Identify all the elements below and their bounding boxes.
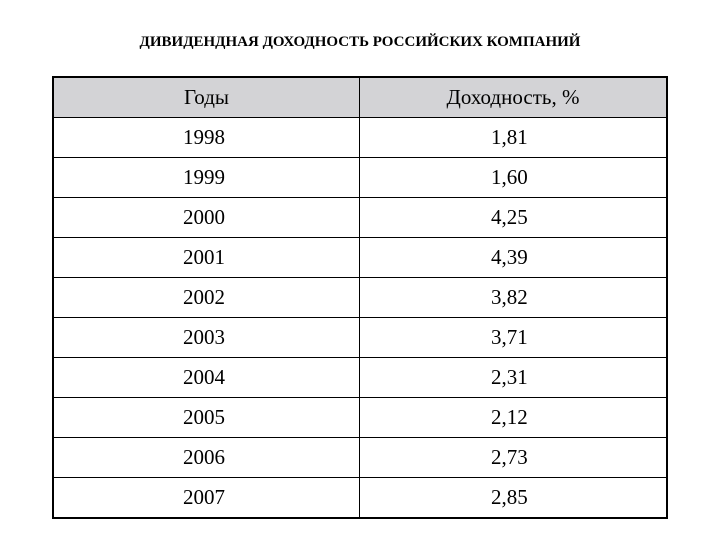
- table-row: [54, 278, 667, 318]
- cell-year: 1999: [54, 158, 360, 198]
- cell-year: 2003: [54, 318, 360, 358]
- table-header-row: [54, 78, 667, 118]
- cell-yield: 1,81: [360, 118, 667, 158]
- table-row: [54, 358, 667, 398]
- cell-year: 2004: [54, 358, 360, 398]
- cell-yield: 4,25: [360, 198, 667, 238]
- cell-year: 2000: [54, 198, 360, 238]
- cell-yield: 3,82: [360, 278, 667, 318]
- cell-year: 2007: [54, 478, 360, 518]
- cell-yield: 4,39: [360, 238, 667, 278]
- table-row: [54, 158, 667, 198]
- cell-yield: 2,31: [360, 358, 667, 398]
- table-row: [54, 118, 667, 158]
- cell-year: 1998: [54, 118, 360, 158]
- cell-yield: 1,60: [360, 158, 667, 198]
- cell-yield: 3,71: [360, 318, 667, 358]
- page-title: ДИВИДЕНДНАЯ ДОХОДНОСТЬ РОССИЙСКИХ КОМПАНИЙ: [139, 34, 581, 50]
- cell-yield: 2,12: [360, 398, 667, 438]
- table-row: [54, 478, 667, 518]
- dividend-yield-table: [53, 77, 667, 518]
- cell-year: 2001: [54, 238, 360, 278]
- table-row: [54, 438, 667, 478]
- column-header-years: Годы: [54, 78, 360, 118]
- cell-year: 2005: [54, 398, 360, 438]
- table-row: [54, 318, 667, 358]
- table-row: [54, 198, 667, 238]
- column-header-yield: Доходность, %: [360, 78, 667, 118]
- cell-yield: 2,85: [360, 478, 667, 518]
- cell-yield: 2,73: [360, 438, 667, 478]
- cell-year: 2006: [54, 438, 360, 478]
- cell-year: 2002: [54, 278, 360, 318]
- table-row: [54, 238, 667, 278]
- table-row: [54, 398, 667, 438]
